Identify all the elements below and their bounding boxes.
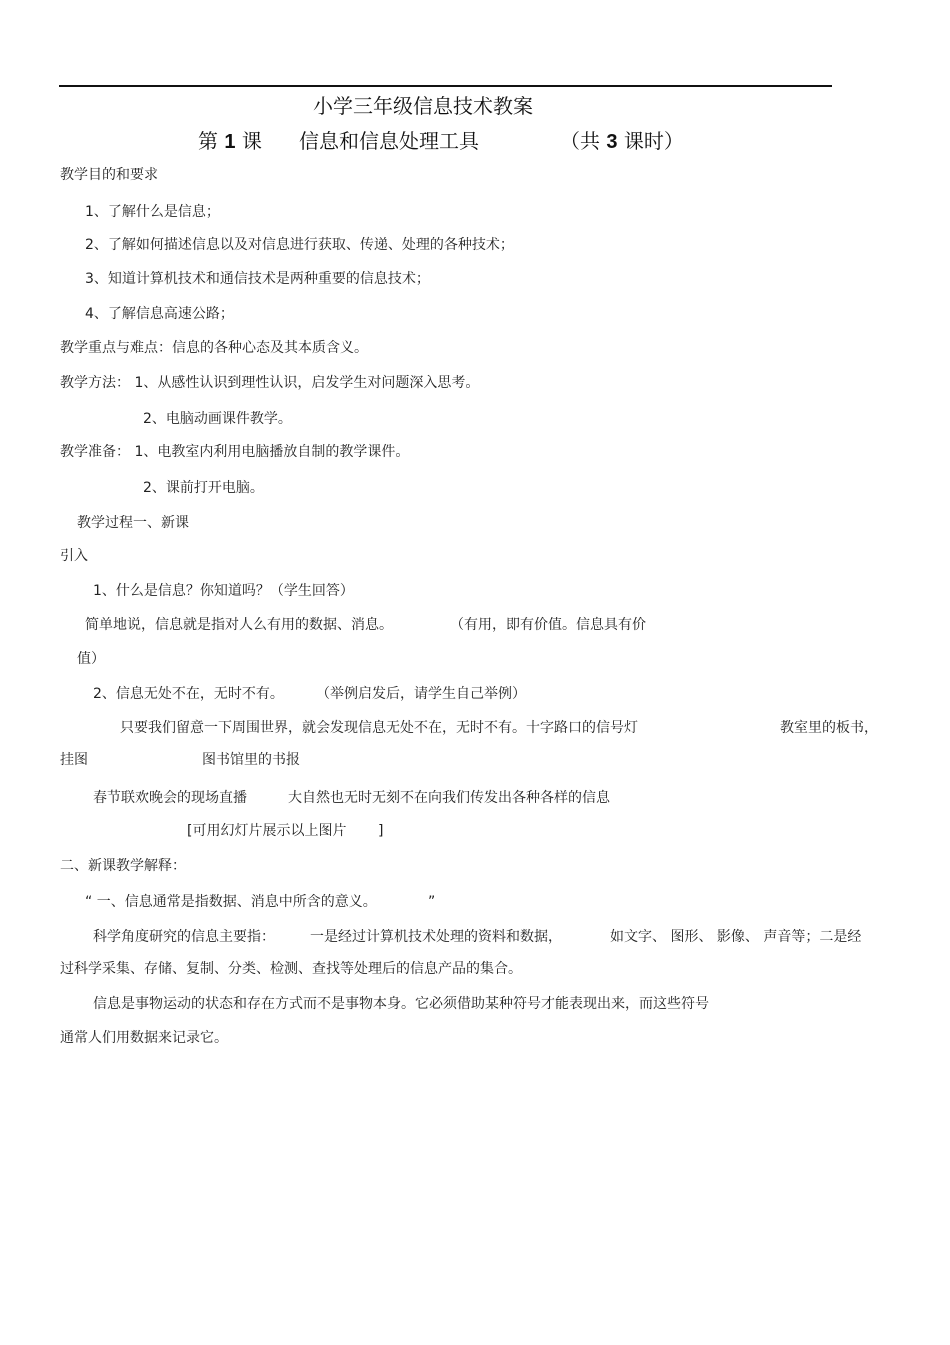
prep-line-1: 教学准备： 1、电教室内利用电脑播放自制的教学课件。: [60, 444, 410, 460]
header-rule: [59, 85, 832, 87]
method-line-1: 教学方法： 1、从感性认识到理性认识，启发学生对问题深入思考。: [60, 375, 480, 391]
essence-line-a: 信息是事物运动的状态和存在方式而不是事物本身。它必须借助某种符号才能表现出来，而这些符号: [93, 996, 709, 1012]
objective-item: 2、了解如何描述信息以及对信息进行获取、传递、处理的各种技术；: [85, 237, 514, 253]
lesson-total-post: 课时）: [623, 129, 684, 153]
lesson-line: [198, 129, 262, 154]
lesson-name: 信息和信息处理工具: [299, 129, 479, 153]
key-points: 教学重点与难点：信息的各种心态及其本质含义。: [60, 340, 368, 356]
question-1: 1、什么是信息？你知道吗？（学生回答）: [93, 583, 354, 599]
answer-1-part-b: （有用，即有价值。信息具有价: [450, 617, 646, 633]
slide-note-a: [可用幻灯片展示以上图片: [187, 823, 347, 839]
lesson-total-pre: （共: [560, 129, 600, 153]
slide-note-b: ]: [378, 823, 384, 839]
essence-line-b: 通常人们用数据来记录它。: [60, 1030, 228, 1046]
question-2-note: （举例启发后，请学生自己举例）: [316, 686, 526, 702]
lesson-total-number: 3: [606, 131, 618, 153]
answer-1-part-c: 值）: [77, 651, 105, 667]
science-line-b: 一是经过计算机技术处理的资料和数据，: [310, 929, 562, 945]
objectives-heading: 教学目的和要求: [60, 167, 158, 183]
science-line-c: 如文字、 图形、 影像、 声音等；二是经: [610, 929, 862, 945]
question-2: 2、信息无处不在，无时不有。: [93, 686, 284, 702]
example-line-2a: 挂图: [60, 752, 88, 768]
example-line-1b: 教室里的板书，: [780, 720, 878, 736]
lesson-number: 1: [224, 131, 236, 153]
definition-quote-b: ”: [428, 894, 436, 910]
section-2-heading: 二、新课教学解释：: [60, 858, 186, 874]
prep-line-2: 2、课前打开电脑。: [143, 480, 264, 496]
objective-item: 3、知道计算机技术和通信技术是两种重要的信息技术；: [85, 271, 430, 287]
intro-label: 引入: [60, 548, 88, 564]
answer-1-part-a: 简单地说，信息就是指对人么有用的数据、消息。: [85, 617, 393, 633]
science-line-d: 过科学采集、存储、复制、分类、检测、查找等处理后的信息产品的集合。: [60, 961, 522, 977]
objective-item: 4、了解信息高速公路；: [85, 306, 234, 322]
example-line-2b: 图书馆里的书报: [202, 752, 300, 768]
objective-item: 1、了解什么是信息；: [85, 204, 220, 220]
science-line-a: 科学角度研究的信息主要指：: [93, 929, 275, 945]
lesson-suffix: 课: [241, 129, 262, 153]
doc-title: 小学三年级信息技术教案: [313, 94, 533, 118]
example-line-1a: 只要我们留意一下周围世界，就会发现信息无处不在，无时不有。十字路口的信号灯: [120, 720, 638, 736]
lesson-total: [560, 129, 684, 154]
process-heading: 教学过程一、新课: [77, 515, 189, 531]
definition-quote-a: “ 一、信息通常是指数据、消息中所含的意义。: [85, 894, 377, 910]
example-line-3a: 春节联欢晚会的现场直播: [93, 790, 247, 806]
example-line-3b: 大自然也无时无刻不在向我们传发出各种各样的信息: [288, 790, 610, 806]
method-line-2: 2、电脑动画课件教学。: [143, 411, 292, 427]
lesson-prefix: 第: [198, 129, 218, 153]
